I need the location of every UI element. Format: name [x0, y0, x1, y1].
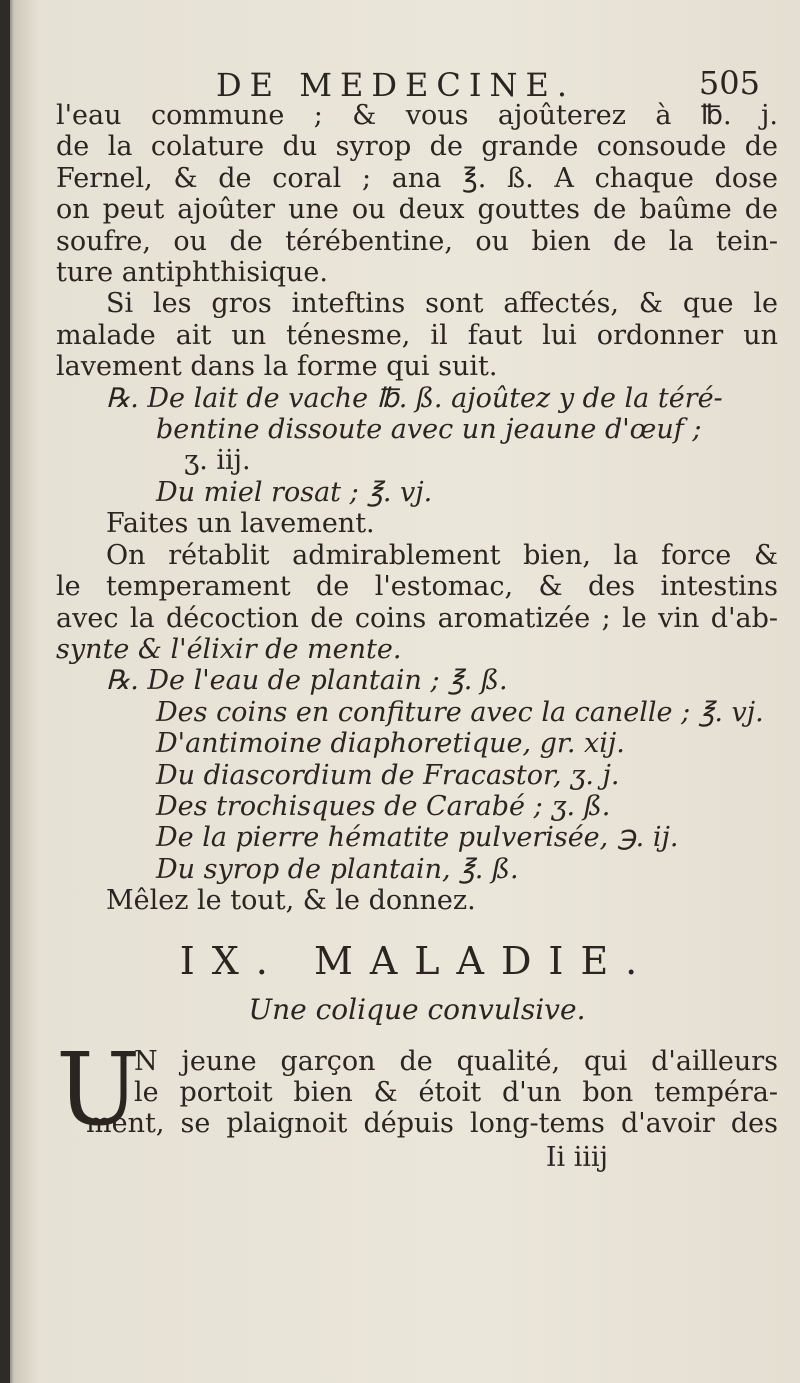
paragraph-2	[56, 540, 778, 666]
recipe-line: Mêlez le tout, & le donnez.	[106, 885, 476, 917]
recipe-line: ℞. De l'eau de plantain ; ℥. ß.	[106, 665, 508, 697]
book-spine-shadow	[0, 0, 10, 1383]
text-line: N jeune garçon de qualité, qui d'ailleurs	[134, 1045, 778, 1077]
opening-paragraph	[56, 1030, 778, 1148]
recipe-line: ʒ. iij.	[184, 445, 251, 477]
text-line: ture antiphthisique.	[56, 257, 328, 289]
drop-cap: U	[56, 1030, 141, 1148]
recipe-line: bentine dissoute avec un jeaune d'œuf ;	[156, 414, 702, 446]
text-line: avec la décoction de coins aromatizée ; le vin d'ab-	[56, 602, 778, 634]
page-number: 505	[698, 64, 760, 102]
text-line: synte & l'élixir de mente.	[56, 633, 402, 665]
text-line: l'eau commune ; & vous ajoûterez à ℔. j.	[56, 100, 778, 131]
running-title: DE MEDECINE.	[216, 66, 575, 104]
recipe-line: Du diascordium de Fracastor, ʒ. j.	[156, 759, 620, 791]
paragraph-1	[56, 100, 778, 383]
recipe-line: D'antimoine diaphoretique, gr. xij.	[156, 728, 625, 760]
text-line: de la colature du syrop de grande consoude de	[56, 131, 778, 163]
recipe-line: Des trochisques de Carabé ; ʒ. ß.	[156, 790, 611, 822]
text-line: malade ait un ténesme, il faut lui ordonner un	[56, 319, 778, 351]
text-line: soufre, ou de térébentine, ou bien de la tein-	[56, 225, 778, 257]
recipe-2	[56, 665, 778, 916]
recipe-line: Du miel rosat ; ℥. vj.	[156, 476, 433, 508]
recipe-line: ℞. De lait de vache ℔. ß. ajoûtez y de la téré-	[106, 382, 723, 414]
recipe-line: Faites un lavement.	[106, 508, 375, 540]
recipe-1	[56, 383, 778, 540]
text-line: Fernel, & de coral ; ana ℥. ß. A chaque dose	[56, 162, 778, 194]
running-header	[56, 60, 778, 104]
text-line: On rétablit admirablement bien, la force &	[106, 539, 778, 571]
recipe-line: Des coins en confiture avec la canelle ; ℥. vj.	[156, 696, 764, 728]
text-line: lavement dans la forme qui suit.	[56, 351, 498, 383]
text-line: ment, se plaignoit dépuis long-tems d'avoir des	[86, 1108, 778, 1140]
text-column	[56, 60, 778, 1173]
recipe-line: Du syrop de plantain, ℥. ß.	[156, 853, 519, 885]
text-line: Si les gros inteftins sont affectés, & que le	[106, 288, 778, 320]
text-line: le portoit bien & étoit d'un bon tempéra-	[134, 1076, 778, 1108]
text-line: on peut ajoûter une ou deux gouttes de baûme de	[56, 194, 778, 226]
section-heading: IX. MALADIE.	[179, 938, 655, 983]
text-line: le temperament de l'estomac, & des intestins	[56, 571, 778, 603]
recipe-line: De la pierre hématite pulverisée, ℈. ij.	[156, 822, 679, 854]
signature-mark: Ii iiij	[545, 1141, 608, 1173]
section-subtitle: Une colique convulsive.	[248, 992, 586, 1026]
